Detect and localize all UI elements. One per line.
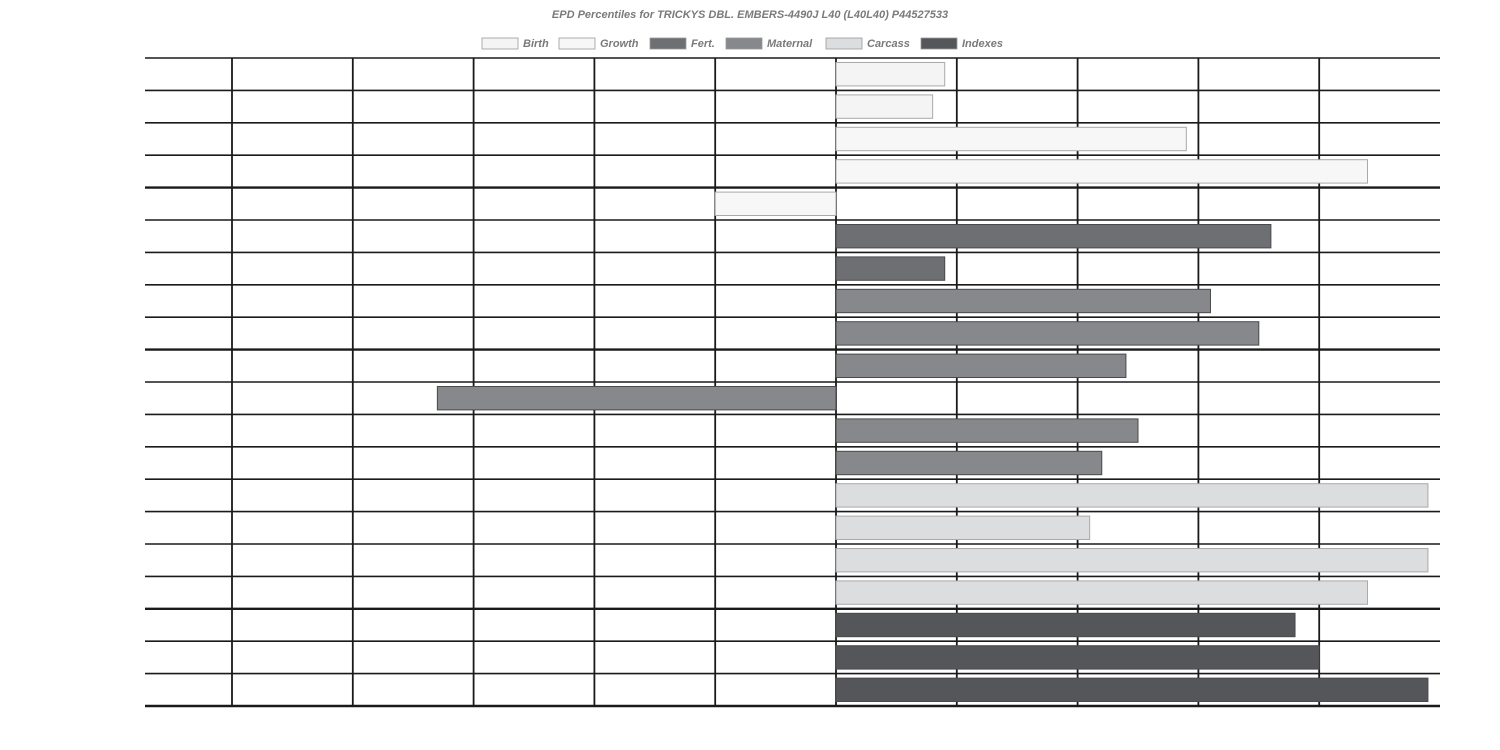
bar-growth-2 bbox=[836, 127, 1186, 150]
legend-label-indexes: Indexes bbox=[962, 38, 1003, 50]
chart-title: EPD Percentiles for TRICKYS DBL. EMBERS-4490J L40 (L40L40) P44527533 bbox=[551, 9, 949, 21]
chart-grid bbox=[145, 58, 1440, 706]
bar-carcass-16 bbox=[836, 581, 1368, 604]
bar-maternal-9 bbox=[836, 354, 1126, 377]
bar-growth-3 bbox=[836, 160, 1368, 183]
bar-carcass-14 bbox=[836, 516, 1090, 539]
bar-carcass-15 bbox=[836, 549, 1428, 572]
bar-carcass-13 bbox=[836, 484, 1428, 507]
bar-birth-1 bbox=[836, 95, 933, 118]
chart-legend bbox=[482, 38, 1003, 50]
legend-swatch-carcass bbox=[826, 38, 862, 49]
bar-maternal-10 bbox=[437, 387, 836, 410]
bar-indexes-17 bbox=[836, 613, 1295, 636]
legend-swatch-fert bbox=[650, 38, 686, 49]
bar-growth-4 bbox=[715, 192, 836, 215]
bar-indexes-19 bbox=[836, 678, 1428, 701]
bar-maternal-7 bbox=[836, 289, 1210, 312]
legend-label-maternal: Maternal bbox=[767, 38, 813, 50]
legend-label-birth: Birth bbox=[523, 38, 549, 50]
legend-swatch-maternal bbox=[726, 38, 762, 49]
bar-indexes-18 bbox=[836, 646, 1319, 669]
bar-maternal-8 bbox=[836, 322, 1259, 345]
bar-fert-5 bbox=[836, 225, 1271, 248]
legend-swatch-indexes bbox=[921, 38, 957, 49]
bar-fert-6 bbox=[836, 257, 945, 280]
bar-maternal-12 bbox=[836, 451, 1102, 474]
bar-birth-0 bbox=[836, 63, 945, 86]
bar-maternal-11 bbox=[836, 419, 1138, 442]
legend-label-fert: Fert. bbox=[691, 38, 715, 50]
legend-swatch-birth bbox=[482, 38, 518, 49]
legend-label-carcass: Carcass bbox=[867, 38, 910, 50]
legend-label-growth: Growth bbox=[600, 38, 639, 50]
legend-swatch-growth bbox=[559, 38, 595, 49]
